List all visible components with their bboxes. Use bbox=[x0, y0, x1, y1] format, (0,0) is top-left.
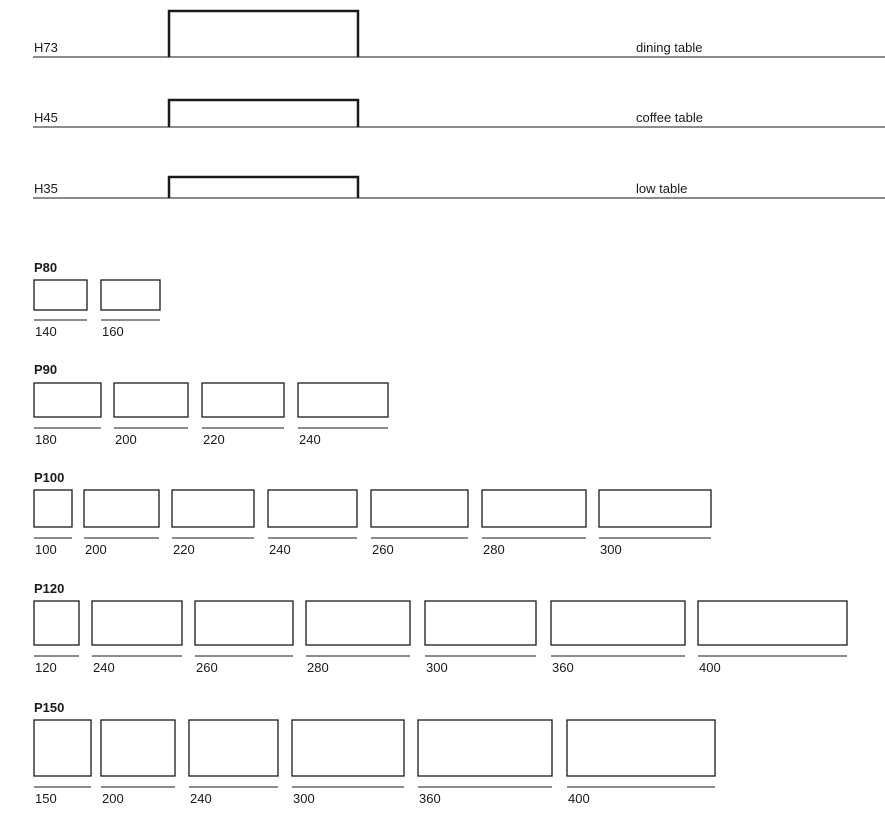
table-footprint-rect bbox=[599, 490, 711, 527]
table-profile-h45 bbox=[169, 100, 358, 127]
height-code-label: H45 bbox=[34, 110, 58, 125]
length-label: 360 bbox=[419, 791, 441, 806]
depth-group-label: P120 bbox=[34, 581, 65, 596]
table-footprint-rect bbox=[567, 720, 715, 776]
length-label: 260 bbox=[196, 660, 218, 675]
table-footprint-rect bbox=[92, 601, 182, 645]
length-label: 220 bbox=[203, 432, 225, 447]
table-footprint-rect bbox=[425, 601, 536, 645]
length-label: 150 bbox=[35, 791, 57, 806]
height-code-label: H73 bbox=[34, 40, 58, 55]
length-label: 240 bbox=[269, 542, 291, 557]
table-footprint-rect bbox=[482, 490, 586, 527]
table-profile-h35 bbox=[169, 177, 358, 198]
table-footprint-rect bbox=[114, 383, 188, 417]
table-type-label: coffee table bbox=[636, 110, 703, 125]
depth-group-label: P90 bbox=[34, 362, 58, 377]
table-footprint-rect bbox=[34, 601, 79, 645]
length-label: 220 bbox=[173, 542, 195, 557]
length-label: 400 bbox=[568, 791, 590, 806]
table-footprint-rect bbox=[551, 601, 685, 645]
table-footprint-rect bbox=[195, 601, 293, 645]
length-label: 280 bbox=[307, 660, 329, 675]
table-footprint-rect bbox=[101, 720, 175, 776]
table-footprint-rect bbox=[189, 720, 278, 776]
length-label: 240 bbox=[190, 791, 212, 806]
table-footprint-rect bbox=[698, 601, 847, 645]
table-profile-h73 bbox=[169, 11, 358, 57]
table-footprint-rect bbox=[34, 383, 101, 417]
length-label: 240 bbox=[299, 432, 321, 447]
length-label: 140 bbox=[35, 324, 57, 339]
depth-group-label: P150 bbox=[34, 700, 65, 715]
height-code-label: H35 bbox=[34, 181, 58, 196]
table-footprint-rect bbox=[298, 383, 388, 417]
table-footprint-rect bbox=[292, 720, 404, 776]
length-label: 120 bbox=[35, 660, 57, 675]
table-footprint-rect bbox=[34, 280, 87, 310]
table-footprint-rect bbox=[34, 490, 72, 527]
length-label: 240 bbox=[93, 660, 115, 675]
table-footprint-rect bbox=[202, 383, 284, 417]
length-label: 400 bbox=[699, 660, 721, 675]
table-type-label: dining table bbox=[636, 40, 703, 55]
table-footprint-rect bbox=[172, 490, 254, 527]
table-footprint-rect bbox=[34, 720, 91, 776]
length-label: 160 bbox=[102, 324, 124, 339]
length-label: 360 bbox=[552, 660, 574, 675]
length-label: 200 bbox=[85, 542, 107, 557]
depth-group-label: P80 bbox=[34, 260, 58, 275]
length-label: 200 bbox=[115, 432, 137, 447]
table-footprint-rect bbox=[84, 490, 159, 527]
length-label: 200 bbox=[102, 791, 124, 806]
table-footprint-rect bbox=[306, 601, 410, 645]
length-label: 260 bbox=[372, 542, 394, 557]
length-label: 300 bbox=[293, 791, 315, 806]
table-footprint-rect bbox=[268, 490, 357, 527]
length-label: 100 bbox=[35, 542, 57, 557]
length-label: 280 bbox=[483, 542, 505, 557]
depth-group-label: P100 bbox=[34, 470, 65, 485]
length-label: 300 bbox=[600, 542, 622, 557]
length-label: 180 bbox=[35, 432, 57, 447]
table-type-label: low table bbox=[636, 181, 688, 196]
table-footprint-rect bbox=[101, 280, 160, 310]
length-label: 300 bbox=[426, 660, 448, 675]
table-footprint-rect bbox=[418, 720, 552, 776]
table-footprint-rect bbox=[371, 490, 468, 527]
